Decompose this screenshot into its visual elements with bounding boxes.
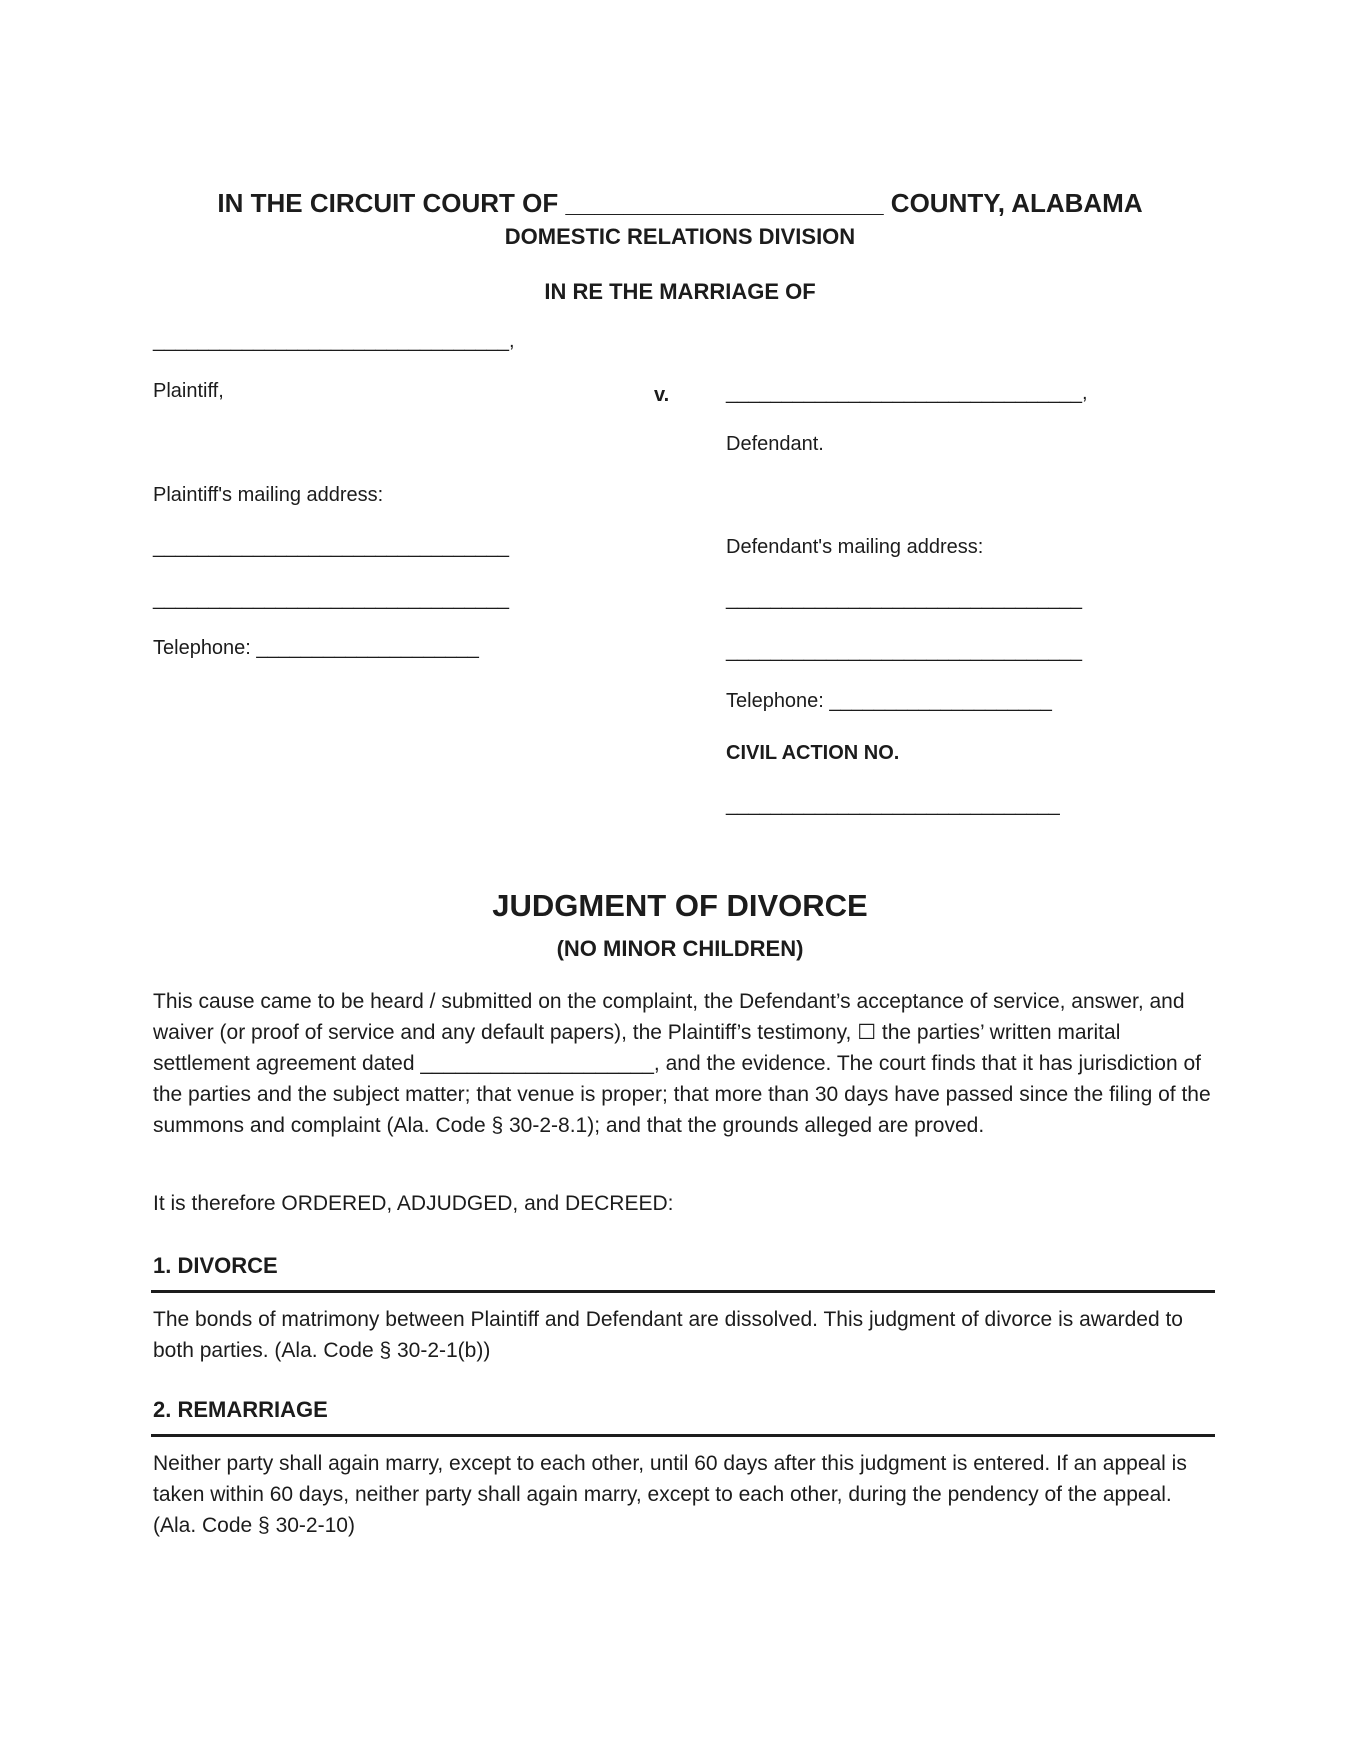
defendant-telephone: Telephone: ____________________ [726, 690, 1052, 712]
defendant-name-blank: ________________________________, [726, 382, 1088, 404]
plaintiff-address-label: Plaintiff's mailing address: [153, 484, 384, 506]
document-subtitle: (NO MINOR CHILDREN) [556, 936, 804, 961]
defendant-address-label: Defendant's mailing address: [726, 536, 984, 558]
plaintiff-address-line2: ________________________________ [153, 588, 509, 610]
section-text-divorce: The bonds of matrimony between Plaintiff and Defendant are dissolved. This judgment of divorce is awarded to both parties. (Ala. Code § 30-2-1(b)) [153, 1308, 1183, 1362]
versus-label: v. [654, 384, 670, 406]
defendant-label: Defendant. [726, 433, 824, 455]
civil-action-blank: ______________________________ [726, 794, 1060, 816]
intro-paragraph: This cause came to be heard / submitted on the complaint, the Defendant’s acceptance of service, answer, and waiver (or proof of service and any default papers), the Plaintiff’s testimony, ☐ the parties’ written marital settlement agreement dated ____________________, and the evidence. The court finds that it has jurisdiction of the parties and the subject matter; that venue is proper; that more than 30 days have passed since the filing of the summons and complaint (Ala. Code § 30-2-8.1); and that the grounds alleged are proved. [153, 990, 1211, 1137]
defendant-address-line2: ________________________________ [726, 640, 1082, 662]
section-divider [151, 1290, 1215, 1293]
defendant-address-line1: ________________________________ [726, 588, 1082, 610]
plaintiff-name-blank: ________________________________, [153, 330, 515, 352]
section-heading-divorce: 1. DIVORCE [153, 1253, 278, 1278]
civil-action-label: CIVIL ACTION NO. [726, 742, 900, 764]
plaintiff-address-line1: ________________________________ [153, 536, 509, 558]
section-heading-remarriage: 2. REMARRIAGE [153, 1397, 328, 1422]
section-text-remarriage: Neither party shall again marry, except to each other, until 60 days after this judgment is entered. If an appeal is taken within 60 days, neither party shall again marry, except to each other, during the pendency of the appeal. (Ala. Code § 30-2-10) [153, 1452, 1187, 1537]
in-re-heading: IN RE THE MARRIAGE OF [544, 279, 816, 304]
plaintiff-telephone: Telephone: ____________________ [153, 637, 479, 659]
court-line: IN THE CIRCUIT COURT OF ______________________ COUNTY, ALABAMA [217, 188, 1143, 218]
division-heading: DOMESTIC RELATIONS DIVISION [504, 224, 856, 249]
plaintiff-label: Plaintiff, [153, 380, 224, 402]
document-title: JUDGMENT OF DIVORCE [492, 888, 868, 923]
section-divider [151, 1434, 1215, 1437]
ordered-statement: It is therefore ORDERED, ADJUDGED, and DECREED: [153, 1192, 674, 1215]
